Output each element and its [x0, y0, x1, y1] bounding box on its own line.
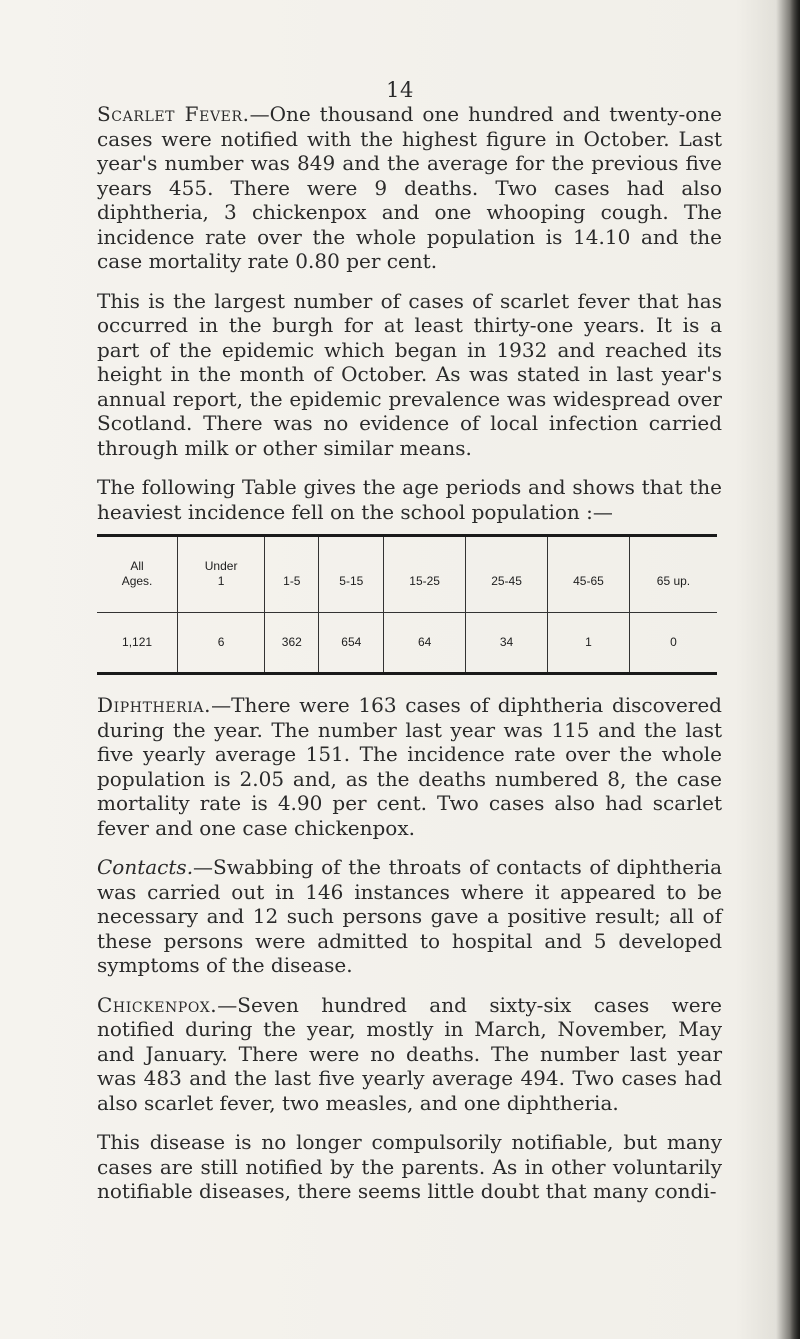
page-edge-shadow: [790, 0, 800, 1339]
header-1-5: 1-5: [265, 537, 319, 612]
scarlet-fever-heading: Scarlet Fever.: [97, 102, 250, 126]
cell-25-45: 34: [466, 612, 548, 672]
header-all-ages: All Ages.: [97, 537, 178, 612]
table-intro-paragraph: The following Table gives the age periods and shows that the heaviest incidence fell on the school population :—: [97, 475, 722, 524]
chickenpox-heading: Chickenpox.: [97, 992, 218, 1017]
diphtheria-text: —There were 163 cases of diphtheria discovered during the year. The number last year was 115 and the last five yearly average 151. The incidence rate over the whole population is 2.05 and, as the deaths numbered 8, the case mortality rate is 4.90 per cent. Two cases also had scarlet fever and one case chickenpox.: [97, 693, 722, 840]
diphtheria-heading: Diphtheria.: [97, 693, 212, 717]
chickenpox-paragraph: [97, 993, 722, 1116]
header-25-45: 25-45: [466, 537, 548, 612]
chickenpox-paragraph-2: This disease is no longer compulsorily notifiable, but many cases are still notified by the parents. As in other voluntarily notifiable diseases, there seems little doubt that many condi-: [97, 1130, 722, 1203]
scarlet-fever-text: —One thousand one hundred and twenty-one cases were notified with the highest figure in October. Last year's number was 849 and the average for the previous five years 455. There were 9 deaths. Two cases had also diphtheria, 3 chickenpox and one whooping cough. The incidence rate over the whole population is 14.10 and the case mortality rate 0.80 per cent.: [97, 102, 722, 273]
cell-15-25: 64: [384, 612, 466, 672]
age-period-table: [97, 534, 717, 675]
header-45-65: 45-65: [548, 537, 630, 612]
table-row: [97, 612, 717, 672]
cell-under-1: 6: [178, 612, 265, 672]
cell-45-65: 1: [548, 612, 630, 672]
header-15-25: 15-25: [384, 537, 466, 612]
page-number: 14: [386, 78, 414, 102]
cell-65-up: 0: [670, 635, 677, 649]
diphtheria-paragraph: [97, 693, 722, 840]
cell-1-5: 362: [265, 612, 319, 672]
scarlet-fever-paragraph-2: This is the largest number of cases of scarlet fever that has occurred in the burgh for at least thirty-one years. It is a part of the epidemic which began in 1932 and reached its height in the month of October. As was stated in last year's annual report, the epidemic prevalence was widespread over Scotland. There was no evidence of local infection carried through milk or other similar means.: [97, 288, 722, 460]
chickenpox-text: —Seven hundred and sixty-six cases were notified during the year, mostly in March, November, May and January. There were no deaths. The number last year was 483 and the last five yearly average 494. Two cases had also scarlet fever, two measles, and one diphtheria.: [97, 992, 722, 1115]
cell-all-ages: 1,121: [97, 612, 178, 672]
contacts-text: —Swabbing of the throats of contacts of diphtheria was carried out in 146 instances where it appeared to be necessary and 12 such persons gave a positive result; all of these persons were admitted to hospital and 5 developed symptoms of the disease.: [97, 855, 722, 977]
table-header-row: [97, 537, 717, 612]
header-under-1: Under 1: [178, 537, 265, 612]
contacts-heading: Contacts.: [97, 855, 194, 879]
document-body: [97, 102, 722, 1219]
header-5-15: 5-15: [319, 537, 384, 612]
cell-5-15: 654: [319, 612, 384, 672]
contacts-paragraph: [97, 855, 722, 978]
header-65-up: 65 up.: [629, 537, 717, 612]
scarlet-fever-paragraph: [97, 102, 722, 274]
